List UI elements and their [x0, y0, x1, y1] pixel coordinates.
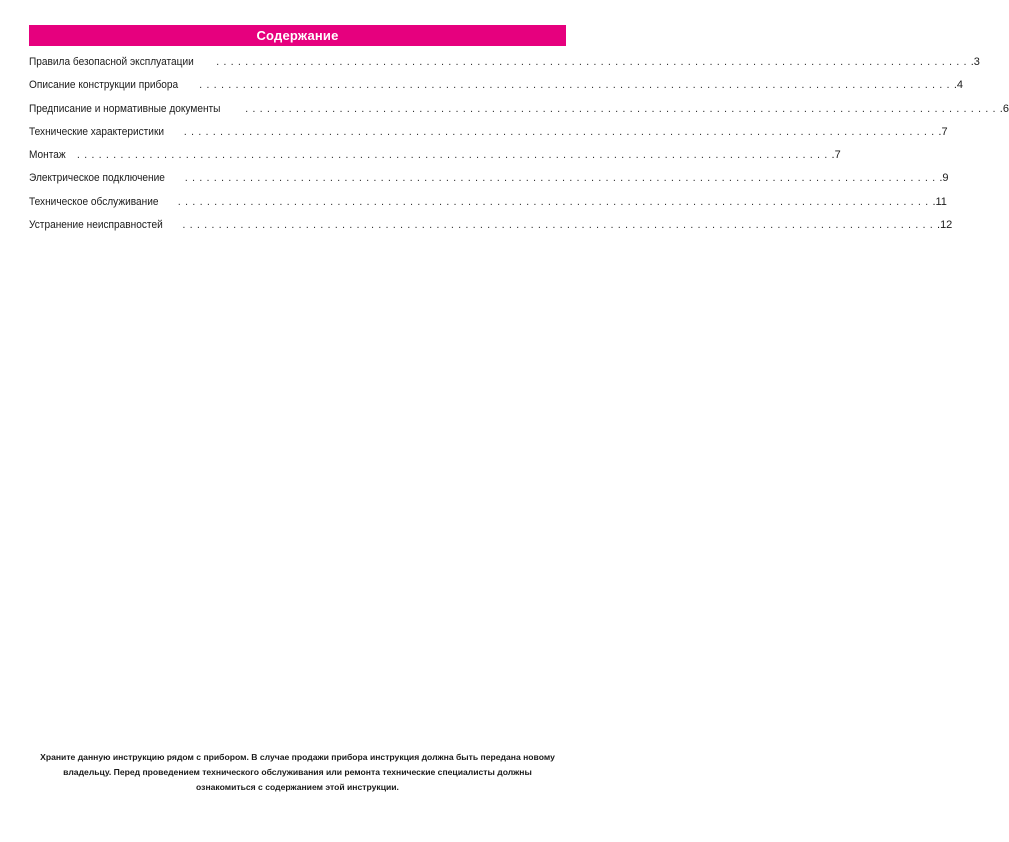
- toc-item[interactable]: [29, 172, 949, 195]
- toc-item-page: .6: [999, 102, 1009, 115]
- toc-item-page: .7: [831, 149, 841, 162]
- toc-item-page: .12: [937, 219, 953, 232]
- toc-item-label: Описание конструкции прибора: [29, 79, 179, 92]
- toc-item[interactable]: [29, 149, 841, 172]
- toc-leader-dots: ........................................................................................................: [182, 219, 937, 232]
- footer-note: Храните данную инструкцию рядом с прибором. В случае продажи прибора инструкция должна быть передана новому владельцу. Перед проведением технического обслуживания или ремонта технические специалисты должны ознакомиться с содержанием этой инструкции.: [40, 752, 555, 792]
- page-title: Содержание: [256, 28, 339, 43]
- toc-item-page: .9: [939, 172, 949, 185]
- toc-leader-dots: ........................................................................................................: [216, 56, 971, 68]
- table-of-contents: [29, 56, 1009, 242]
- toc-item-label: Электрическое подключение: [29, 172, 165, 185]
- toc-item[interactable]: [29, 195, 947, 219]
- toc-item-label: Монтаж: [29, 149, 66, 162]
- toc-item[interactable]: [29, 219, 953, 242]
- toc-item[interactable]: [29, 56, 980, 79]
- toc-leader-dots: ........................................................................................................: [245, 102, 1000, 115]
- toc-leader-dots: ........................................................................................................: [183, 125, 939, 138]
- toc-item-label: Устранение неисправностей: [29, 219, 163, 232]
- toc-item[interactable]: [29, 102, 1009, 126]
- header-bar: [29, 25, 566, 46]
- toc-leader-dots: ........................................................................................................: [199, 79, 954, 92]
- toc-item-page: .3: [970, 56, 980, 68]
- toc-item-label: Предписание и нормативные документы: [29, 102, 221, 115]
- toc-item-page: .11: [932, 195, 947, 208]
- toc-item-page: .4: [953, 79, 963, 92]
- toc-leader-dots: ........................................................................................................: [184, 172, 940, 185]
- toc-item-page: .7: [938, 125, 948, 138]
- toc-item-label: Правила безопасной эксплуатации: [29, 56, 194, 68]
- toc-item[interactable]: [29, 79, 963, 102]
- toc-leader-dots: ........................................................................................................: [76, 149, 832, 162]
- toc-item-label: Техническое обслуживание: [29, 195, 159, 208]
- toc-leader-dots: ........................................................................................................: [177, 195, 933, 208]
- toc-item[interactable]: [29, 125, 948, 149]
- toc-item-label: Технические характеристики: [29, 125, 165, 138]
